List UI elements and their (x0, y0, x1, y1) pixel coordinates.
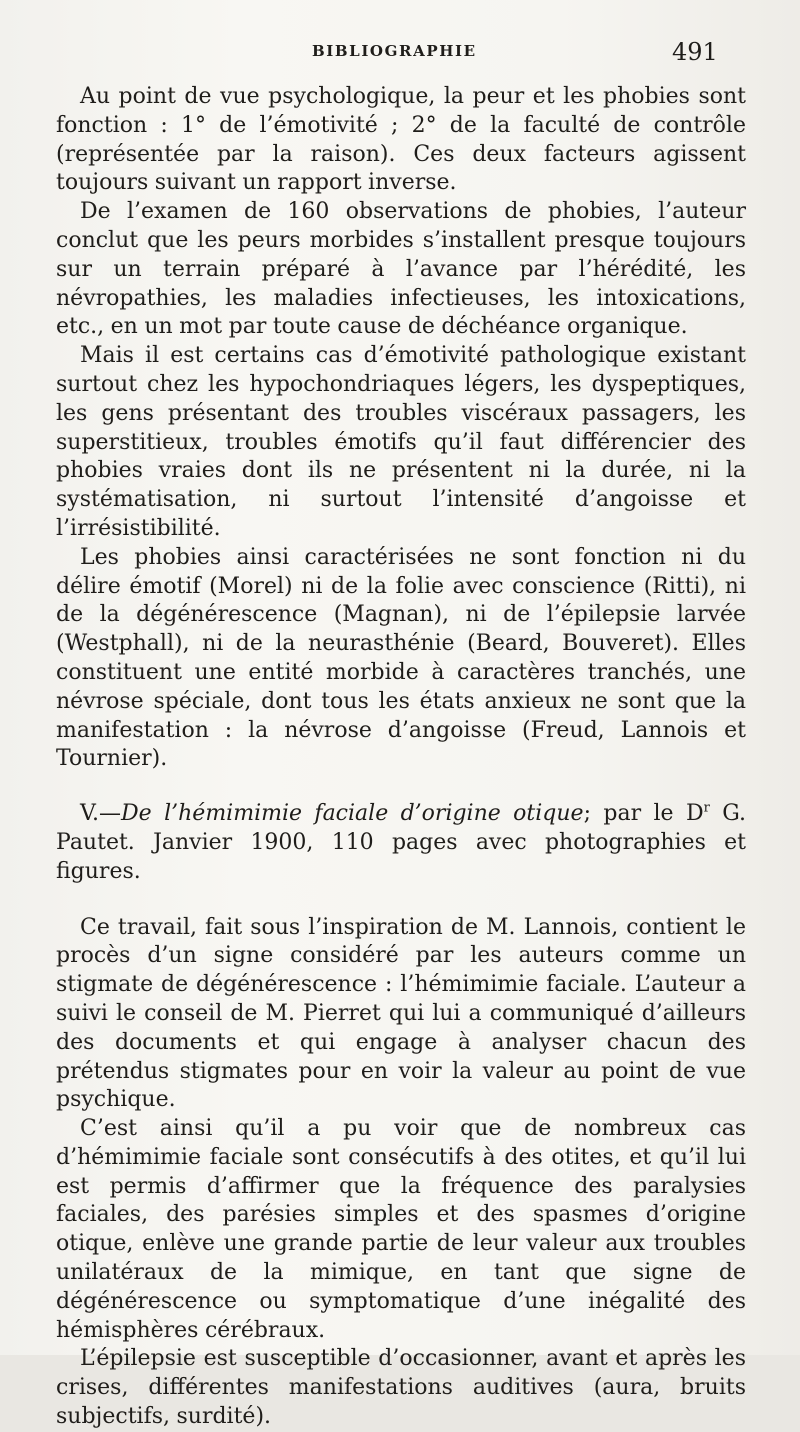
paragraph-phobia-classification: Les phobies ainsi caractérisées ne sont fonction ni du délire émotif (Morel) ni de la folie avec conscience (Ritti), ni de la dégénérescence (Magnan), ni de l’épilepsie larvée (Westphall), ni de la neurasthénie (Beard, Bouveret). Elles constituent une entité morbide à caractères tranchés, une névrose spéciale, dont tous les états anxieux ne sont que la manifestation : la névrose d’angoisse (Freud, Lannois et Tournier). (56, 544, 746, 772)
paragraph-epilepsy: L’épilepsie est susceptible d’occasionner, avant et après les crises, différentes manifestations auditives (aura, bruits subjectifs, surdité). (56, 1346, 746, 1430)
author-and-publication: G. Pautet. Janvier 1900, 110 pages avec photographies et figures. (56, 801, 746, 884)
author-title-superscript: r (703, 800, 710, 816)
page-number: 491 (672, 38, 718, 66)
running-head (0, 38, 800, 68)
section-heading (56, 800, 746, 886)
paragraph-phobia-definition: Au point de vue psychologique, la peur et les phobies sont fonction : 1° de l’émotivité ; 2° de la faculté de contrôle (représentée par la raison). Ces deux facteurs agissent toujours suivant un rapport inverse. (56, 84, 746, 196)
paragraph-otitis-cases: C’est ainsi qu’il a pu voir que de nombreux cas d’hémimimie faciale sont consécutifs à des otites, et qu’il lui est permis d’affirmer que la fréquence des paralysies faciales, des parésies simples et des spasmes d’origine otique, enlève une grande partie de leur valeur aux troubles unilatéraux de la mimique, en tant que signe de dégénérescence ou symptomatique d’une inégalité des hémisphères cérébraux. (56, 1116, 746, 1343)
work-title: De l’hémimimie faciale d’origine otique (121, 801, 584, 827)
paragraph-work-summary: Ce travail, fait sous l’inspiration de M. Lannois, contient le procès d’un signe considéré par les auteurs comme un stigmate de dégénérescence : l’hémimimie faciale. L’auteur a suivi le conseil de M. Pierret qui lui a communiqué d’ailleurs des documents et qui engage à analyser chacun des prétendus stigmates pour en voir la valeur au point de vue psychique. (56, 914, 746, 1113)
section-numeral: V.— (80, 801, 122, 827)
paragraph-pathological-emotivity: Mais il est certains cas d’émotivité pathologique existant surtout chez les hypochondriaques légers, les dyspeptiques, les gens présentant des troubles viscéraux passagers, les superstitieux, troubles émotifs qu’il faut différencier des phobies vraies dont ils ne présentent ni la durée, ni la systématisation, ni surtout l’intensité d’angoisse et l’irrésistibilité. (56, 343, 746, 541)
paragraph-observations: De l’examen de 160 observations de phobies, l’auteur conclut que les peurs morbides s’installent presque toujours sur un terrain préparé à l’avance par l’hérédité, les névropathies, les maladies infectieuses, les intoxications, etc., en un mot par toute cause de déchéance organique. (56, 199, 746, 340)
author-prefix: ; par le D (583, 801, 704, 827)
page-body (56, 83, 746, 1432)
running-title: BIBLIOGRAPHIE (312, 42, 477, 60)
